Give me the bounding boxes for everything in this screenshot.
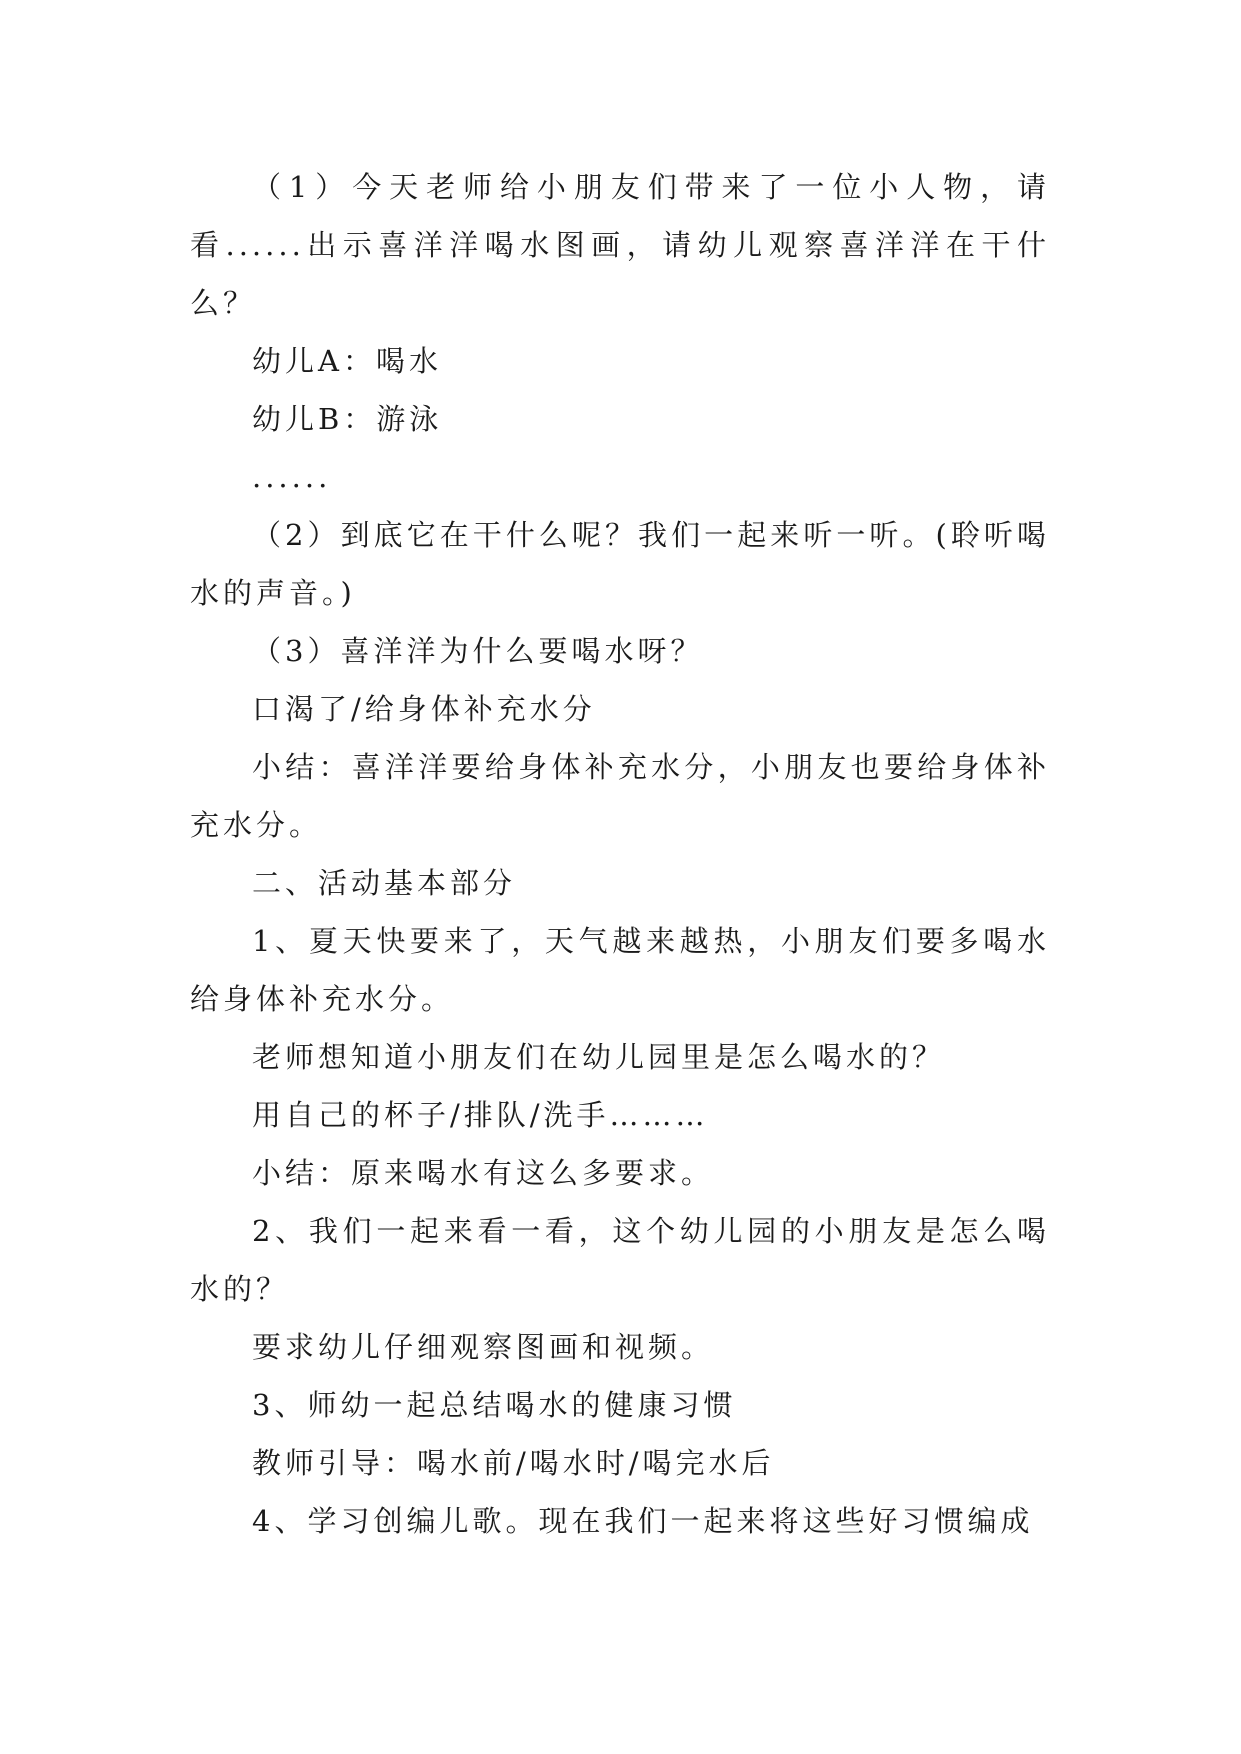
paragraph-step-4: 4、学习创编儿歌。现在我们一起来将这些好习惯编成 (252, 1504, 1034, 1538)
paragraph-intro-question: （1）今天老师给小朋友们带来了一位小人物，请看......出示喜洋洋喝水图画，请幼儿观察喜洋洋在干什么？ (190, 170, 1050, 320)
paragraph-teacher-question: 老师想知道小朋友们在幼儿园里是怎么喝水的？ (252, 1040, 946, 1074)
paragraph-summary-1: 小结：喜洋洋要给身体补充水分，小朋友也要给身体补充水分。 (190, 750, 1050, 842)
paragraph-observe: 要求幼儿仔细观察图画和视频。 (252, 1330, 715, 1364)
paragraph-step-2: 2、我们一起来看一看，这个幼儿园的小朋友是怎么喝水的？ (190, 1214, 1050, 1306)
section-heading: 二、活动基本部分 (252, 866, 517, 900)
paragraph-child-a: 幼儿A：喝水 (252, 344, 442, 378)
paragraph-step-1: 1、夏天快要来了，天气越来越热，小朋友们要多喝水给身体补充水分。 (190, 924, 1050, 1016)
document-body (190, 158, 1050, 1550)
paragraph-step-3: 3、师幼一起总结喝水的健康习惯 (252, 1388, 737, 1422)
paragraph-listen: （2）到底它在干什么呢？我们一起来听一听。(聆听喝水的声音。) (190, 518, 1050, 610)
paragraph-habits: 用自己的杯子/排队/洗手……… (252, 1098, 709, 1132)
paragraph-why-drink: （3）喜洋洋为什么要喝水呀？ (252, 634, 704, 668)
paragraph-teacher-guide: 教师引导：喝水前/喝水时/喝完水后 (252, 1446, 775, 1480)
paragraph-summary-2: 小结：原来喝水有这么多要求。 (252, 1156, 715, 1190)
paragraph-child-b: 幼儿B：游泳 (252, 402, 443, 436)
paragraph-answer: 口渴了/给身体补充水分 (252, 692, 596, 726)
paragraph-ellipsis: ...... (252, 460, 332, 494)
